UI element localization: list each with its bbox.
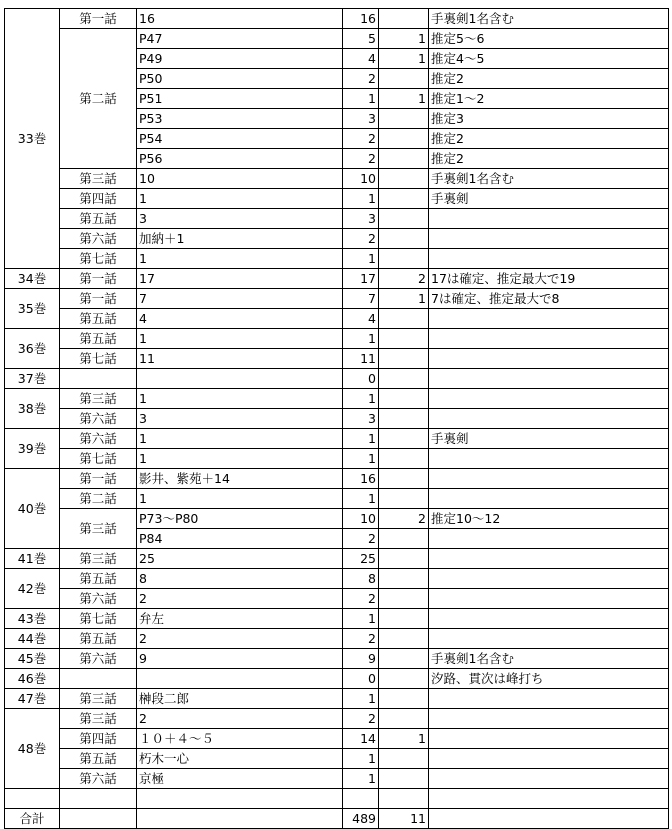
episode-cell: 第五話: [60, 749, 137, 769]
note-cell: [429, 309, 669, 329]
table-row: [5, 369, 669, 389]
table-row: [5, 769, 669, 789]
note-cell: [429, 249, 669, 269]
count-cell: 11: [343, 349, 379, 369]
count-cell: 8: [343, 569, 379, 589]
extra-count-cell: [379, 549, 429, 569]
table-row: [5, 749, 669, 769]
extra-count-cell: 2: [379, 509, 429, 529]
extra-count-cell: [379, 429, 429, 449]
note-cell: 推定2: [429, 149, 669, 169]
detail-cell: 17: [137, 269, 343, 289]
table-row: [5, 269, 669, 289]
note-cell: 手裏剣1名含む: [429, 649, 669, 669]
note-cell: [429, 709, 669, 729]
count-cell: 17: [343, 269, 379, 289]
note-cell: 推定3: [429, 109, 669, 129]
detail-cell: 1: [137, 389, 343, 409]
detail-cell: 7: [137, 289, 343, 309]
detail-cell: P84: [137, 529, 343, 549]
episode-cell: 第六話: [60, 429, 137, 449]
episode-cell: 第三話: [60, 549, 137, 569]
count-cell: 2: [343, 529, 379, 549]
episode-cell: 第三話: [60, 389, 137, 409]
extra-count-cell: [379, 69, 429, 89]
detail-cell: 10: [137, 169, 343, 189]
note-cell: 推定2: [429, 129, 669, 149]
episode-cell: 第四話: [60, 729, 137, 749]
note-cell: [429, 609, 669, 629]
episode-cell: 第七話: [60, 449, 137, 469]
count-cell: 25: [343, 549, 379, 569]
extra-count-cell: 1: [379, 289, 429, 309]
extra-count-cell: [379, 569, 429, 589]
episode-cell: 第五話: [60, 329, 137, 349]
note-cell: 推定5～6: [429, 29, 669, 49]
extra-count-cell: [379, 529, 429, 549]
count-cell: 0: [343, 369, 379, 389]
extra-count-cell: [379, 409, 429, 429]
count-cell: 16: [343, 9, 379, 29]
spacer-cell: [379, 789, 429, 809]
episode-cell: 第六話: [60, 409, 137, 429]
table-row: [5, 629, 669, 649]
extra-count-cell: [379, 349, 429, 369]
table-row: [5, 669, 669, 689]
total-extra-count: 11: [379, 809, 429, 829]
extra-count-cell: [379, 389, 429, 409]
extra-count-cell: 2: [379, 269, 429, 289]
volume-cell: 36巻: [5, 329, 60, 369]
episode-cell: 第五話: [60, 629, 137, 649]
detail-cell: 京極: [137, 769, 343, 789]
table-row: [5, 9, 669, 29]
detail-cell: 9: [137, 649, 343, 669]
detail-cell: 3: [137, 409, 343, 429]
spacer-row: [5, 789, 669, 809]
volume-cell: 48巻: [5, 709, 60, 789]
table-row: [5, 349, 669, 369]
count-cell: 1: [343, 769, 379, 789]
count-cell: 2: [343, 629, 379, 649]
extra-count-cell: [379, 669, 429, 689]
extra-count-cell: [379, 9, 429, 29]
note-cell: [429, 209, 669, 229]
count-cell: 4: [343, 49, 379, 69]
detail-cell: 11: [137, 349, 343, 369]
detail-cell: 16: [137, 9, 343, 29]
note-cell: [429, 529, 669, 549]
note-cell: [429, 369, 669, 389]
count-cell: 1: [343, 449, 379, 469]
episode-cell: 第四話: [60, 189, 137, 209]
episode-cell: 第一話: [60, 9, 137, 29]
extra-count-cell: [379, 489, 429, 509]
detail-cell: 2: [137, 629, 343, 649]
episode-cell: 第三話: [60, 689, 137, 709]
volume-cell: 44巻: [5, 629, 60, 649]
volume-cell: 37巻: [5, 369, 60, 389]
note-cell: [429, 689, 669, 709]
note-cell: 手裏剣: [429, 429, 669, 449]
total-empty-episode: [60, 809, 137, 829]
extra-count-cell: [379, 709, 429, 729]
kill-count-table: [4, 8, 669, 829]
table-row: [5, 429, 669, 449]
episode-cell: 第一話: [60, 269, 137, 289]
volume-cell: 45巻: [5, 649, 60, 669]
episode-cell: 第六話: [60, 229, 137, 249]
count-cell: 2: [343, 129, 379, 149]
note-cell: [429, 749, 669, 769]
count-cell: 2: [343, 69, 379, 89]
detail-cell: 1: [137, 449, 343, 469]
count-cell: 14: [343, 729, 379, 749]
volume-cell: 46巻: [5, 669, 60, 689]
extra-count-cell: [379, 329, 429, 349]
extra-count-cell: [379, 769, 429, 789]
table-row: [5, 169, 669, 189]
detail-cell: P53: [137, 109, 343, 129]
table-row: [5, 249, 669, 269]
count-cell: 3: [343, 109, 379, 129]
note-cell: [429, 569, 669, 589]
spacer-cell: [5, 789, 60, 809]
detail-cell: P56: [137, 149, 343, 169]
count-cell: 1: [343, 489, 379, 509]
episode-cell: 第七話: [60, 249, 137, 269]
extra-count-cell: [379, 149, 429, 169]
note-cell: [429, 389, 669, 409]
count-cell: 1: [343, 609, 379, 629]
total-count: 489: [343, 809, 379, 829]
spacer-cell: [429, 789, 669, 809]
detail-cell: 朽木一心: [137, 749, 343, 769]
volume-cell: 39巻: [5, 429, 60, 469]
extra-count-cell: [379, 209, 429, 229]
count-cell: 1: [343, 249, 379, 269]
detail-cell: 榊段二郎: [137, 689, 343, 709]
detail-cell: 2: [137, 589, 343, 609]
detail-cell: [137, 369, 343, 389]
episode-cell: 第五話: [60, 209, 137, 229]
extra-count-cell: 1: [379, 89, 429, 109]
note-cell: 7は確定、推定最大で8: [429, 289, 669, 309]
extra-count-cell: [379, 229, 429, 249]
extra-count-cell: [379, 649, 429, 669]
count-cell: 10: [343, 509, 379, 529]
table-row: [5, 729, 669, 749]
volume-cell: 34巻: [5, 269, 60, 289]
volume-cell: 47巻: [5, 689, 60, 709]
total-empty-note: [429, 809, 669, 829]
count-cell: 16: [343, 469, 379, 489]
spacer-cell: [343, 789, 379, 809]
table-row: [5, 329, 669, 349]
note-cell: [429, 409, 669, 429]
count-cell: 2: [343, 149, 379, 169]
episode-cell: 第六話: [60, 769, 137, 789]
detail-cell: 弁左: [137, 609, 343, 629]
count-cell: 2: [343, 229, 379, 249]
table-row: [5, 689, 669, 709]
count-cell: 4: [343, 309, 379, 329]
detail-cell: 1: [137, 429, 343, 449]
episode-cell: 第六話: [60, 589, 137, 609]
table-row: [5, 229, 669, 249]
detail-cell: 8: [137, 569, 343, 589]
count-cell: 2: [343, 709, 379, 729]
extra-count-cell: [379, 109, 429, 129]
count-cell: 0: [343, 669, 379, 689]
note-cell: [429, 549, 669, 569]
table-row: [5, 209, 669, 229]
table-row: [5, 29, 669, 49]
table-row: [5, 389, 669, 409]
detail-cell: P49: [137, 49, 343, 69]
note-cell: [429, 329, 669, 349]
count-cell: 1: [343, 689, 379, 709]
extra-count-cell: [379, 629, 429, 649]
note-cell: [429, 349, 669, 369]
table-row: [5, 569, 669, 589]
table-row: [5, 449, 669, 469]
spacer-cell: [137, 789, 343, 809]
episode-cell: 第五話: [60, 309, 137, 329]
spacer-cell: [60, 789, 137, 809]
note-cell: 推定4～5: [429, 49, 669, 69]
count-cell: 2: [343, 589, 379, 609]
extra-count-cell: [379, 249, 429, 269]
episode-cell: 第七話: [60, 349, 137, 369]
extra-count-cell: [379, 129, 429, 149]
table-row: [5, 549, 669, 569]
volume-cell: 41巻: [5, 549, 60, 569]
episode-cell: 第七話: [60, 609, 137, 629]
detail-cell: 4: [137, 309, 343, 329]
note-cell: 推定2: [429, 69, 669, 89]
extra-count-cell: [379, 449, 429, 469]
volume-cell: 43巻: [5, 609, 60, 629]
count-cell: 3: [343, 409, 379, 429]
detail-cell: 1: [137, 329, 343, 349]
detail-cell: 1: [137, 249, 343, 269]
count-cell: 1: [343, 749, 379, 769]
detail-cell: 25: [137, 549, 343, 569]
count-cell: 1: [343, 189, 379, 209]
episode-cell: 第一話: [60, 469, 137, 489]
note-cell: 手裏剣1名含む: [429, 169, 669, 189]
episode-cell: 第一話: [60, 289, 137, 309]
detail-cell: １０＋４～５: [137, 729, 343, 749]
episode-cell: 第二話: [60, 489, 137, 509]
volume-cell: 35巻: [5, 289, 60, 329]
note-cell: [429, 769, 669, 789]
detail-cell: 加納＋1: [137, 229, 343, 249]
note-cell: 17は確定、推定最大で19: [429, 269, 669, 289]
detail-cell: P51: [137, 89, 343, 109]
extra-count-cell: [379, 169, 429, 189]
note-cell: [429, 229, 669, 249]
episode-cell: 第三話: [60, 709, 137, 729]
episode-cell: [60, 369, 137, 389]
count-cell: 1: [343, 429, 379, 449]
extra-count-cell: [379, 749, 429, 769]
extra-count-cell: [379, 309, 429, 329]
detail-cell: 3: [137, 209, 343, 229]
note-cell: 汐路、貫次は峰打ち: [429, 669, 669, 689]
count-cell: 9: [343, 649, 379, 669]
detail-cell: [137, 669, 343, 689]
detail-cell: 2: [137, 709, 343, 729]
count-cell: 5: [343, 29, 379, 49]
volume-cell: 33巻: [5, 9, 60, 269]
detail-cell: 1: [137, 489, 343, 509]
extra-count-cell: [379, 369, 429, 389]
note-cell: 推定1～2: [429, 89, 669, 109]
episode-cell: 第三話: [60, 169, 137, 189]
count-cell: 7: [343, 289, 379, 309]
table-row: [5, 289, 669, 309]
volume-cell: 42巻: [5, 569, 60, 609]
episode-cell: 第六話: [60, 649, 137, 669]
volume-cell: 38巻: [5, 389, 60, 429]
note-cell: [429, 449, 669, 469]
note-cell: [429, 469, 669, 489]
detail-cell: 1: [137, 189, 343, 209]
table-row: [5, 709, 669, 729]
count-cell: 1: [343, 329, 379, 349]
extra-count-cell: [379, 469, 429, 489]
episode-cell: [60, 669, 137, 689]
extra-count-cell: 1: [379, 729, 429, 749]
note-cell: 手裏剣: [429, 189, 669, 209]
detail-cell: P50: [137, 69, 343, 89]
count-cell: 1: [343, 89, 379, 109]
note-cell: [429, 489, 669, 509]
detail-cell: P54: [137, 129, 343, 149]
extra-count-cell: 1: [379, 49, 429, 69]
total-empty-detail: [137, 809, 343, 829]
note-cell: 推定10～12: [429, 509, 669, 529]
extra-count-cell: [379, 609, 429, 629]
note-cell: 手裏剣1名含む: [429, 9, 669, 29]
detail-cell: P73～P80: [137, 509, 343, 529]
table-row: [5, 189, 669, 209]
table-row: [5, 649, 669, 669]
episode-cell: 第五話: [60, 569, 137, 589]
table-row: [5, 509, 669, 529]
volume-cell: 40巻: [5, 469, 60, 549]
episode-cell: 第三話: [60, 509, 137, 549]
note-cell: [429, 589, 669, 609]
count-cell: 3: [343, 209, 379, 229]
extra-count-cell: 1: [379, 29, 429, 49]
extra-count-cell: [379, 689, 429, 709]
episode-cell: 第二話: [60, 29, 137, 169]
table-row: [5, 409, 669, 429]
count-cell: 10: [343, 169, 379, 189]
detail-cell: P47: [137, 29, 343, 49]
total-label: 合計: [5, 809, 60, 829]
table-row: [5, 469, 669, 489]
table-row: [5, 489, 669, 509]
table-row: [5, 589, 669, 609]
note-cell: [429, 629, 669, 649]
table-row: [5, 609, 669, 629]
extra-count-cell: [379, 189, 429, 209]
table-row: [5, 309, 669, 329]
extra-count-cell: [379, 589, 429, 609]
table-body: [5, 9, 669, 829]
detail-cell: 影井、紫苑＋14: [137, 469, 343, 489]
count-cell: 1: [343, 389, 379, 409]
total-row: [5, 809, 669, 829]
note-cell: [429, 729, 669, 749]
